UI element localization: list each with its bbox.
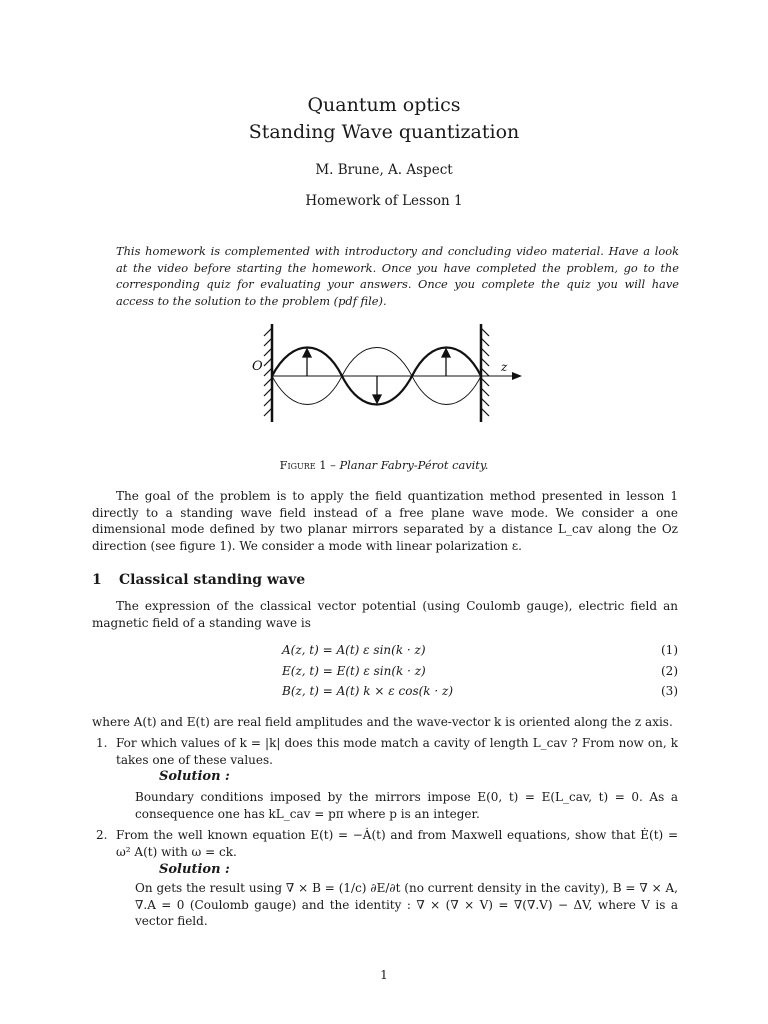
equation: E(z, t) = E(t) ε sin(k · z) — [282, 664, 426, 678]
question-number: 1. — [96, 736, 108, 750]
origin-label: O — [252, 359, 263, 374]
equation: B(z, t) = A(t) k × ε cos(k · z) — [282, 684, 454, 698]
title-line-1: Quantum optics — [307, 94, 461, 116]
equation-number: (2) — [661, 664, 678, 678]
equation-number: (1) — [661, 643, 678, 657]
equation-row — [92, 684, 678, 704]
title-line-2: Standing Wave quantization — [248, 121, 520, 143]
section-number: 1 — [92, 572, 102, 588]
fabry-perot-figure — [250, 318, 540, 428]
caption-text: Planar Fabry-Pérot cavity. — [339, 458, 489, 472]
caption-label: Figure 1 – — [279, 458, 336, 472]
section-title: Classical standing wave — [119, 572, 306, 588]
page-number: 1 — [380, 968, 388, 982]
after-equations-text: where A(t) and E(t) are real field amplitudes and the wave-vector k is oriented along the z axis. — [92, 715, 673, 729]
question-text: From the well known equation E(t) = −Ȧ(t) and from Maxwell equations, show that Ė(t) = ω² A(t) with ω = ck. — [116, 828, 678, 859]
question-number: 2. — [96, 828, 108, 842]
section-heading — [92, 572, 305, 588]
z-axis-arrowhead — [512, 372, 522, 380]
solution-label: Solution : — [159, 862, 230, 877]
figure-caption — [0, 458, 768, 472]
abstract: This homework is complemented with introductory and concluding video material. Have a look at the video before starting the homework. Once you have completed the problem, go to the corresponding quiz for evaluating your answers. Once you complete the quiz you will have access to the solution to the problem (pdf file). — [116, 244, 679, 308]
authors: M. Brune, A. Aspect — [315, 162, 453, 178]
subtitle: Homework of Lesson 1 — [305, 193, 463, 209]
question-item — [96, 827, 678, 860]
equation-row — [92, 664, 678, 684]
intro-paragraph: The goal of the problem is to apply the field quantization method presented in lesson 1 directly to a standing wave field instead of a free plane wave mode. We consider a one dimensional mode defined by two planar mirrors separated by a distance L_cav along the Oz direction (see figure 1). We consider a mode with linear polarization ε. — [92, 489, 678, 553]
section-paragraph: The expression of the classical vector potential (using Coulomb gauge), electric field an magnetic field of a standing wave is — [92, 599, 678, 630]
solution-text: On gets the result using ∇ × B = (1/c) ∂E/∂t (no current density in the cavity), B = ∇ × A, ∇.A = 0 (Coulomb gauge) and the identity : ∇ × (∇ × V) = ∇(∇.V) − ΔV, where V is a vector field. — [135, 881, 678, 928]
solution-text: Boundary conditions imposed by the mirrors impose E(0, t) = E(L_cav, t) = 0. As a consequence one has kL_cav = pπ where p is an integer. — [135, 790, 678, 821]
equation: A(z, t) = A(t) ε sin(k · z) — [282, 643, 426, 657]
question-item — [96, 735, 678, 768]
equation-row — [92, 643, 678, 663]
equation-number: (3) — [661, 684, 678, 698]
axis-label: z — [501, 360, 508, 374]
question-text: For which values of k = |k| does this mode match a cavity of length L_cav ? From now on, k takes one of these values. — [116, 736, 678, 767]
solution-label: Solution : — [159, 769, 230, 784]
